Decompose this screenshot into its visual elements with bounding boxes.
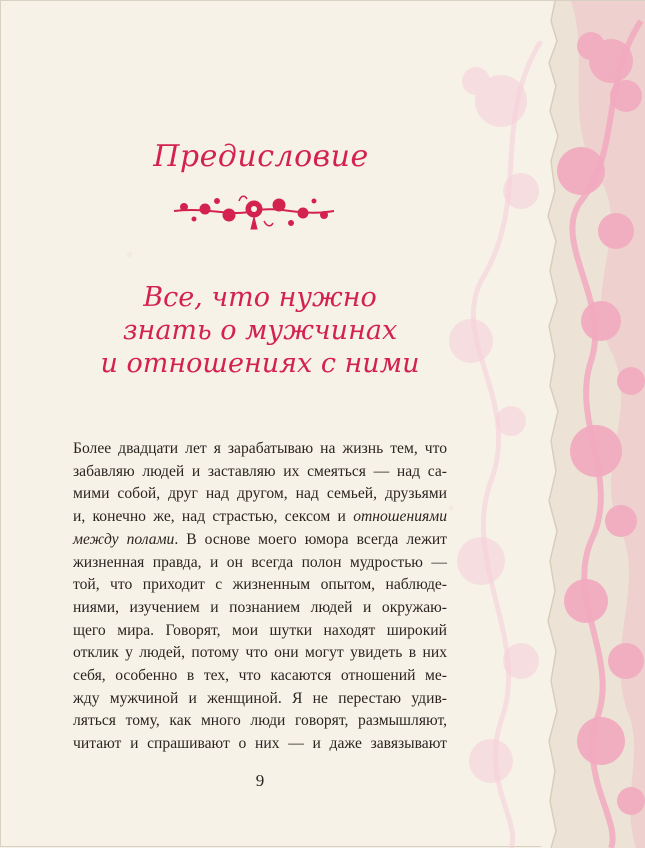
- text-line: ниями, изучением и познанием людей и окружаю-: [73, 598, 447, 616]
- title-line: Все, что нужно: [143, 282, 377, 313]
- text-segment: . В основе моего юмора всегда лежит: [174, 530, 447, 548]
- text-line: забавляю людей и заставляю их смеяться — над са-: [73, 462, 447, 480]
- title-line: и отношениях с ними: [100, 348, 420, 379]
- text-line: ляться тому, как много люди говорят, размышляют,: [73, 712, 447, 730]
- floral-ornament-icon: [169, 189, 339, 235]
- text-line: мими собой, друг над другом, над семьей, друзьями: [73, 485, 447, 503]
- text-line: отклик у людей, потому что они могут увидеть в них: [73, 644, 447, 662]
- text-line: щего мира. Говорят, мои шутки находят широкий: [73, 621, 447, 639]
- text-line: жду мужчиной и женщиной. Я не перестаю удив-: [73, 689, 447, 707]
- title-line: знать о мужчинах: [122, 315, 398, 346]
- text-line: Более двадцати лет я зарабатываю на жизнь тем, что: [73, 440, 447, 457]
- text-segment: и, конечно же, над страстью, сексом и: [73, 508, 346, 526]
- emphasis-text: между полами: [73, 530, 175, 548]
- text-line: читают и спрашивают о них — и даже завязывают: [73, 735, 447, 753]
- decorative-side-panel: [541, 1, 645, 848]
- page-number: 9: [255, 771, 265, 790]
- torn-paper-edge-icon: [541, 1, 563, 848]
- chapter-heading: Предисловие: [153, 139, 369, 174]
- text-line: [73, 506, 447, 529]
- text-line: той, что приходит с жизненным опытом, наблюде-: [73, 576, 447, 594]
- emphasis-text: отношениями: [353, 508, 448, 526]
- text-line: жизненная правда, и он всегда полон мудростью —: [73, 553, 447, 571]
- text-line: [73, 529, 447, 552]
- text-line: себя, особенно в тех, что касаются отношений ме-: [73, 667, 447, 685]
- chapter-title: [71, 281, 449, 380]
- body-paragraph: [73, 438, 447, 756]
